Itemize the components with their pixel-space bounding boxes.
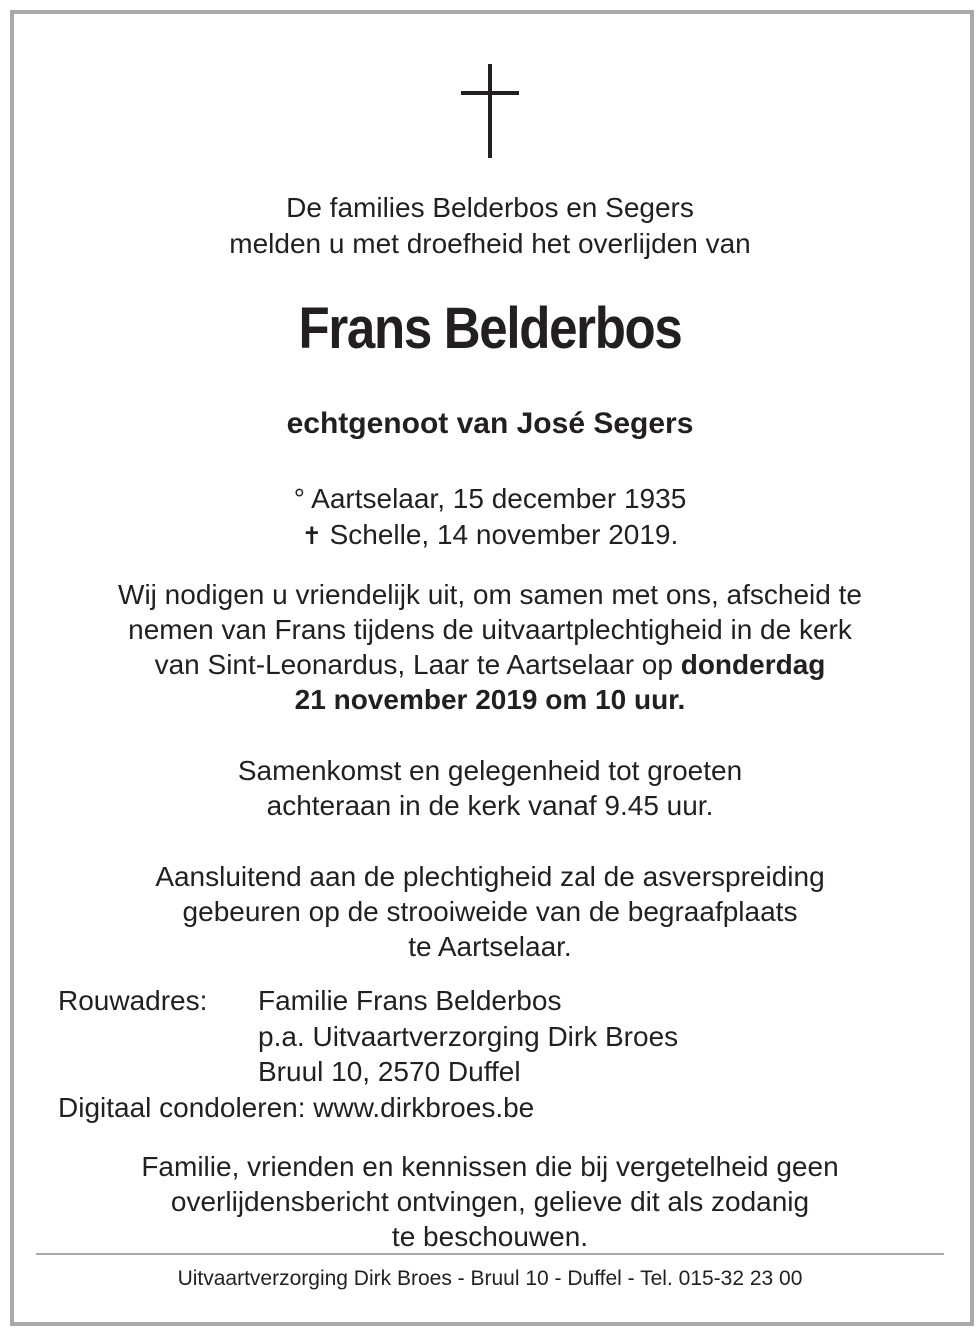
invitation-line-3-plain: van Sint-Leonardus, Laar te Aartselaar op	[154, 649, 681, 680]
intro-line-2: melden u met droefheid het overlijden van	[229, 228, 751, 259]
gathering-line-1: Samenkomst en gelegenheid tot groeten	[237, 755, 743, 786]
footer-text: Uitvaartverzorging Dirk Broes - Bruul 10 - Duffel - Tel. 015-32 23 00	[177, 1267, 803, 1290]
address-label: Rouwadres:	[58, 985, 208, 1016]
notice-line-3: te beschouwen.	[391, 1221, 589, 1252]
scattering-line-2: gebeuren op de strooiweide van de begraafplaats	[182, 896, 798, 927]
birth-text: Aartselaar, 15 december 1935	[311, 483, 687, 514]
address-line-2: p.a. Uitvaartverzorging Dirk Broes	[258, 1021, 679, 1052]
intro-line-1: De families Belderbos en Segers	[286, 192, 694, 223]
invitation-day: donderdag	[680, 649, 826, 680]
invitation-line-4	[0, 682, 980, 718]
spouse-line: echtgenoot van José Segers	[286, 407, 694, 440]
invitation-line-2: nemen van Frans tijdens de uitvaartplechtigheid in de kerk	[128, 614, 852, 645]
notice-line-1: Familie, vrienden en kennissen die bij vergetelheid geen	[141, 1151, 839, 1182]
condolence-line: Digitaal condoleren: www.dirkbroes.be	[58, 1092, 535, 1123]
deceased-name: Frans Belderbos	[298, 296, 682, 361]
scattering-line-1: Aansluitend aan de plechtigheid zal de asverspreiding	[155, 861, 825, 892]
death-line	[0, 517, 980, 555]
address-line-3: Bruul 10, 2570 Duffel	[258, 1056, 521, 1087]
invitation-line-1: Wij nodigen u vriendelijk uit, om samen met ons, afscheid te	[118, 579, 862, 610]
gathering-line-2: achteraan in de kerk vanaf 9.45 uur.	[266, 790, 714, 821]
invitation-line-3	[0, 647, 980, 683]
invitation-datetime: 21 november 2019 om 10 uur.	[294, 684, 686, 715]
birth-line	[0, 481, 980, 517]
notice-line-2: overlijdensbericht ontvingen, gelieve dit als zodanig	[170, 1186, 810, 1217]
cross-icon	[461, 64, 519, 158]
death-text: Schelle, 14 november 2019.	[329, 519, 679, 550]
death-symbol-icon: ✝	[301, 523, 322, 550]
footer-divider	[36, 1253, 944, 1255]
scattering-line-3: te Aartselaar.	[408, 931, 572, 962]
birth-symbol: °	[293, 483, 305, 514]
address-line-1: Familie Frans Belderbos	[258, 985, 562, 1016]
